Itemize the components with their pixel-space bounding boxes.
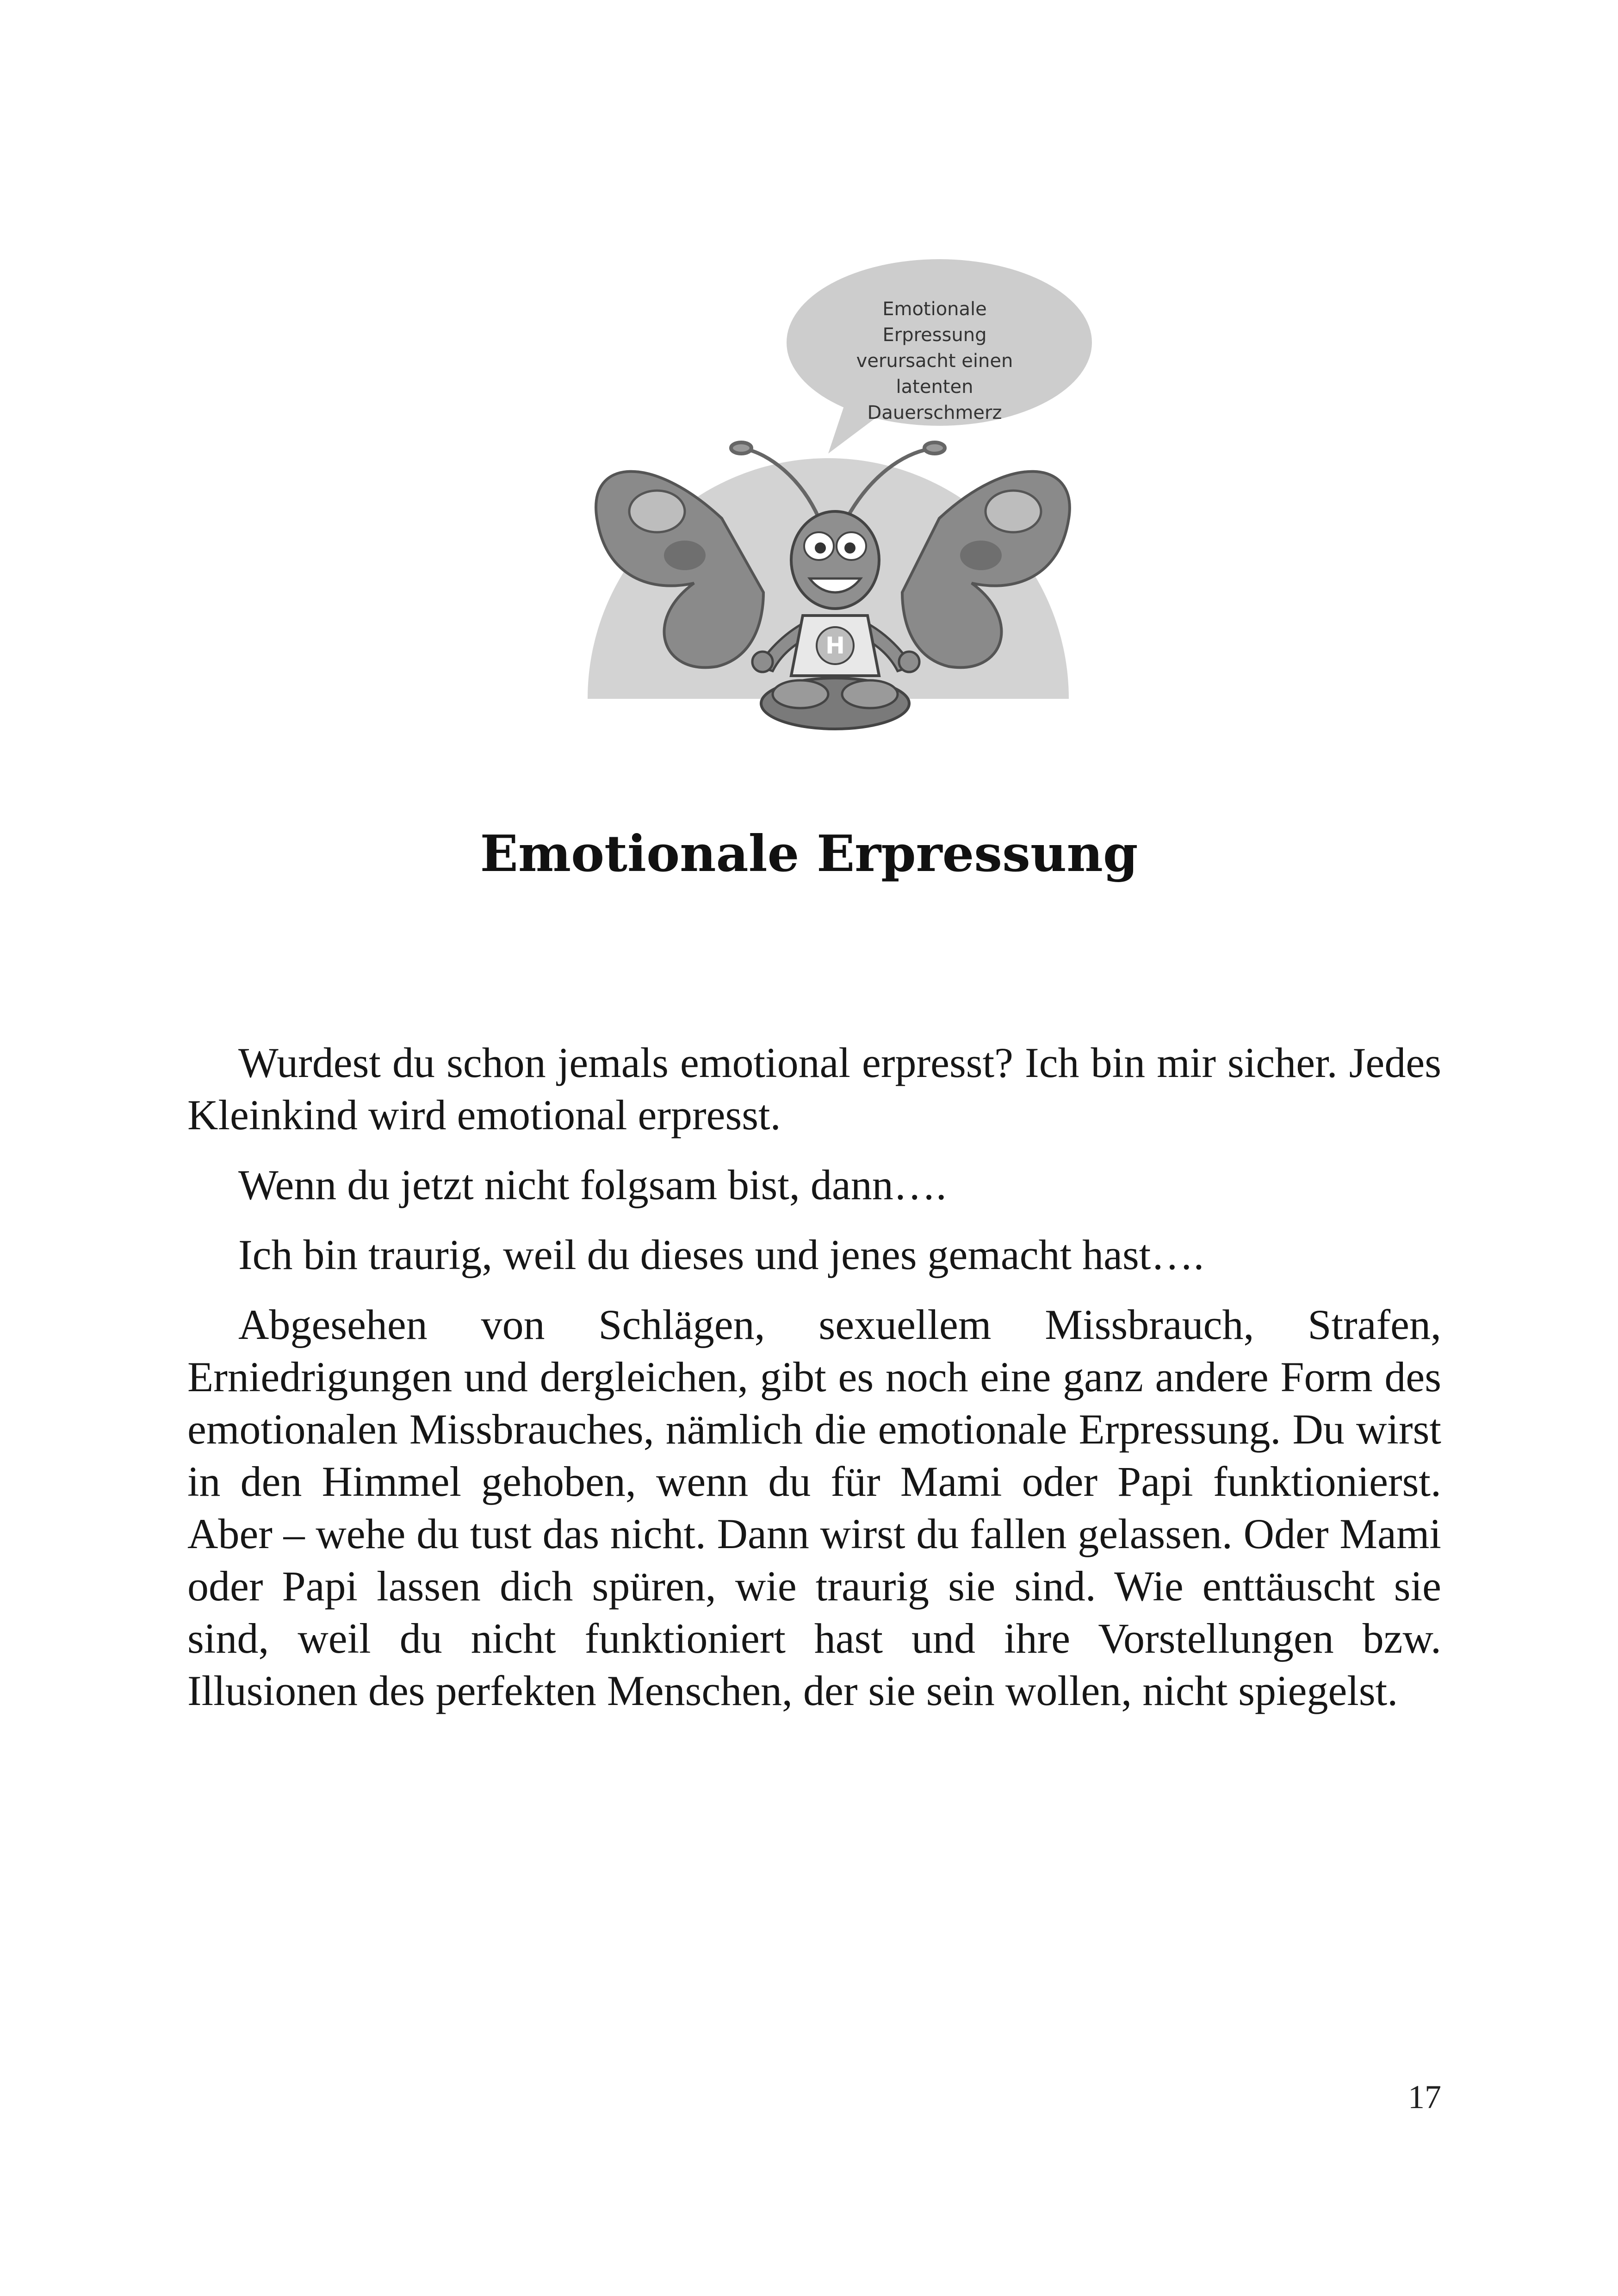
speech-bubble-line: Emotionale [882,299,987,320]
page-number: 17 [1408,2078,1441,2116]
shirt-letter: H [825,632,845,659]
chapter-title: Emotionale Erpressung [480,825,1138,883]
paragraph: Wurdest du schon jemals emotional erpresst? Ich bin mir sicher. Jedes Kleinkind wird emotional erpresst. [187,1039,1441,1139]
speech-bubble-line: Dauerschmerz [867,402,1002,423]
chapter-body [187,1037,1441,1735]
speech-bubble-text [805,296,1064,426]
shirt [791,616,879,676]
crossed-legs [761,678,909,729]
speech-bubble-line: latenten [896,376,973,398]
speech-bubble-line: Erpressung [882,324,987,346]
paragraph: Wenn du jetzt nicht folgsam bist, dann…. [238,1161,947,1208]
paragraph: Abgesehen von Schlägen, sexuellem Missbrauch, Strafen, Erniedrigungen und dergleichen, gibt es noch eine ganz andere Form des emotionalen Missbrauches, nämlich die emotionale Erpressung. Du wirst in den Himmel gehoben, wenn du für Mami oder Papi funktionierst. Aber – wehe du tust das nicht. Dann wirst du fallen gelassen. Oder Mami oder Papi lassen dich spüren, wie traurig sie sind. Wie enttäuscht sie sind, weil du nicht funktioniert hast und ihre Vorstellungen bzw. Illusionen des perfekten Menschen, der sie sein wollen, nicht spiegelst. [187,1301,1441,1714]
speech-bubble-line: verursacht einen [856,350,1013,372]
head [791,511,879,609]
paragraph: Ich bin traurig, weil du dieses und jenes gemacht hast…. [238,1231,1204,1278]
